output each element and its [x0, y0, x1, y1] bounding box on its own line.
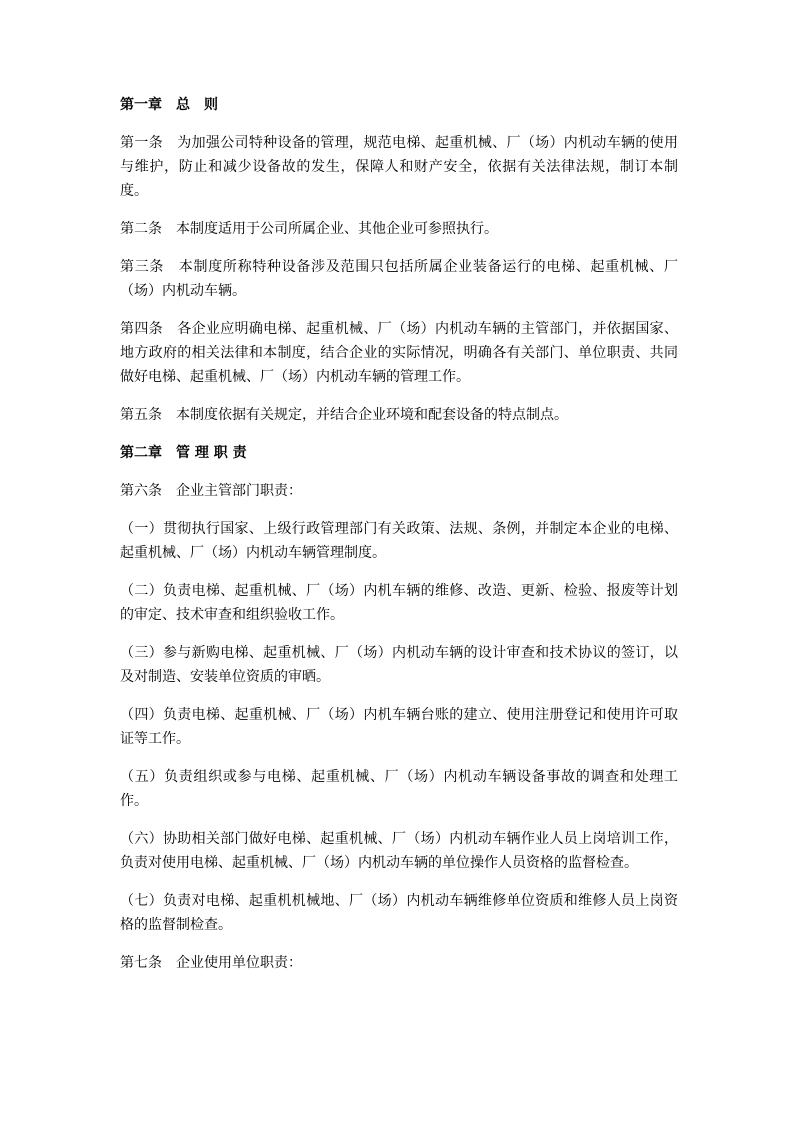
article-2: 第二条 本制度适用于公司所属企业、其他企业可参照执行。	[120, 221, 498, 237]
article-1: 第一条 为加强公司特种设备的管理，规范电梯、起重机械、厂（场）内机动车辆的使用与维护，防止和减少设备故的发生，保障人和财产安全，依据有关法律法规，制订本制度。	[120, 135, 678, 199]
article-6-item-2: （二）负责电梯、起重机械、厂（场）内机车辆的维修、改造、更新、检验、报废等计划的审定、技术审查和组织验收工作。	[120, 583, 678, 623]
article-7: 第七条 企业使用单位职责：	[120, 955, 302, 971]
article-4: 第四条 各企业应明确电梯、起重机械、厂（场）内机动车辆的主管部门，并依据国家、地方政府的相关法律和本制度，结合企业的实际情况，明确各有关部门、单位职责、共同做好电梯、起重机械、厂（场）内机动车辆的管理工作。	[120, 321, 678, 385]
article-6: 第六条 企业主管部门职责：	[120, 483, 302, 499]
article-3: 第三条 本制度所称特种设备涉及范围只包括所属企业装备运行的电梯、起重机械、厂（场）内机动车辆。	[120, 259, 678, 299]
article-6-item-3: （三）参与新购电梯、起重机械、厂（场）内机动车辆的设计审查和技术协议的签订，以及对制造、安装单位资质的审晒。	[120, 645, 678, 685]
article-6-item-5: （五）负责组织或参与电梯、起重机械、厂（场）内机动车辆设备事故的调查和处理工作。	[120, 769, 678, 809]
article-6-item-7: （七）负责对电梯、起重机机械地、厂（场）内机动车辆维修单位资质和维修人员上岗资格的监督制检查。	[120, 893, 678, 933]
article-6-item-1: （一）贯彻执行国家、上级行政管理部门有关政策、法规、条例，并制定本企业的电梯、起重机械、厂（场）内机动车辆管理制度。	[120, 521, 678, 561]
chapter-1-title: 第一章 总 则	[120, 97, 218, 113]
article-5: 第五条 本制度依据有关规定，并结合企业环境和配套设备的特点制点。	[120, 407, 568, 423]
document-page	[120, 93, 678, 989]
chapter-2-title: 第二章 管 理 职 责	[120, 445, 247, 461]
article-6-item-6: （六）协助相关部门做好电梯、起重机械、厂（场）内机动车辆作业人员上岗培训工作，负责对使用电梯、起重机械、厂（场）内机动车辆的单位操作人员资格的监督检查。	[120, 831, 678, 871]
article-6-item-4: （四）负责电梯、起重机械、厂（场）内机车辆台账的建立、使用注册登记和使用许可取证等工作。	[120, 707, 678, 747]
